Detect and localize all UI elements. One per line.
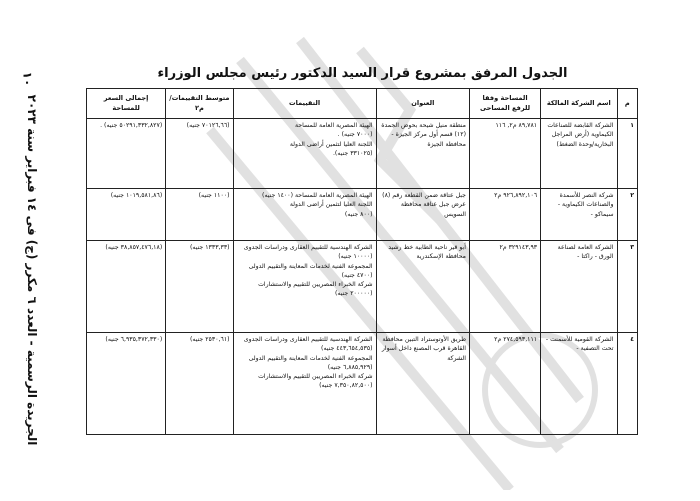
- valuation-line: المجموعة الفنية لخدمات المعاينة والتقييم الدولى (٤٧٠٠ جنيه): [248, 262, 373, 279]
- row-area: ٨٩,٧٨١ م٢, ١١٦: [470, 119, 541, 189]
- row-valuations: [233, 189, 376, 241]
- row-location: منطقة منيل شيحة بحوض الجمدة (١٢) قسم أول مركز الجيزة - محافظة الجيزة: [376, 119, 469, 189]
- row-avg: (٢٥٣٠,٦١ جنيه): [166, 333, 233, 435]
- header-num: م: [617, 89, 637, 119]
- row-area: ٢٧٤,٥٩٣,١١١ م٢: [470, 333, 541, 435]
- row-num: ٤: [617, 333, 637, 435]
- valuation-line: المجموعة الفنية لخدمات المعاينة والتقييم الدولى (٦,٨٨٥,٩٢٩ جنيه): [248, 354, 373, 371]
- valuation-line: اللجنة العليا لتثمين أراضى الدولة: [289, 140, 373, 148]
- row-total: (٣٨,٨٥٧,٤٧٦,١٨ جنيه): [87, 241, 166, 333]
- row-num: ٢: [617, 189, 637, 241]
- valuation-line: (٣٣١٠٢٥ جنيه).: [332, 149, 373, 157]
- valuation-line: شركة الخبراء المصريين للتقييم والاستشارات (٧,٣٥٠,٨٢,٥٠٠ جنيه): [258, 373, 373, 390]
- valuation-line: اللجنة العليا لتثمين أراضى الدولة: [289, 201, 373, 209]
- header-company: اسم الشركة المالكة: [541, 89, 617, 119]
- row-avg: (١١٠٠ جنيه): [166, 189, 233, 241]
- row-num: ٣: [617, 241, 637, 333]
- table-row: [87, 241, 638, 333]
- row-area: ٣٢٩١٤٣,٩٣ م٢: [470, 241, 541, 333]
- running-header-text: الجريدة الرسمية - العدد ٦ مكرر (ج) فى ١٤ فبراير سنة ٢٠٢٣: [25, 94, 39, 446]
- row-num: ١: [617, 119, 637, 189]
- row-company: الشركة القابضة للصناعات الكيماوية (أرض المراجل البخارية/وحدة الضغط): [541, 119, 617, 189]
- header-avg: متوسط التقييمات/م٢: [166, 89, 233, 119]
- header-location: العنوان: [376, 89, 469, 119]
- page-title: الجدول المرفق بمشروع قرار السيد الدكتور رئيس مجلس الوزراء: [157, 66, 568, 81]
- row-valuations: [233, 333, 376, 435]
- row-total: (١٠١٩,٥٨١,٨٦ جنيه): [87, 189, 166, 241]
- table-row: [87, 119, 638, 189]
- row-area: ٩٢٦,٨٩٢,١٠٦ م٢: [470, 189, 541, 241]
- row-company: شركة النصر للأسمدة والصناعات الكيماوية - سيماكو -: [541, 189, 617, 241]
- row-avg: (١٣٣٣,٣٣ جنيه): [166, 241, 233, 333]
- header-valuations: التقييمات: [233, 89, 376, 119]
- valuation-line: شركة الخبراء المصريين للتقييم والاستشارات (٢٠٠٠٠٠ جنيه): [258, 281, 373, 298]
- schedule-table: [86, 88, 638, 435]
- row-location: أبو قير ناحية الطابية خط رشيد محافظة الإسكندرية: [376, 241, 469, 333]
- row-company: الشركة العامة لصناعة الورق - راكتا -: [541, 241, 617, 333]
- valuation-line: الهيئة المصرية العامة للمساحة (١٤٠٠ جنيه): [262, 192, 373, 199]
- valuation-line: (٨٠٠ جنيه): [344, 210, 373, 218]
- row-avg: (٧٠١٢٦,٦٦ جنيه): [166, 119, 233, 189]
- row-valuations: [233, 119, 376, 189]
- row-total: (٦,٩٣٥,٣٧٢,٣٣٠ جنيه): [87, 333, 166, 435]
- valuation-line: الشركة الهندسية للتقييم العقارى ودراسات الجدوى (٤٤٣,٦٥٤,٥٣٥ جنيه): [243, 336, 373, 353]
- row-total: (٥٠٢٩١,٣٣٢,٨٢٧ جنيه) .: [87, 119, 166, 189]
- table-row: [87, 189, 638, 241]
- header-area: المساحة وفقا للرفع المساحى: [470, 89, 541, 119]
- running-header: [22, 70, 42, 470]
- table-row: [87, 333, 638, 435]
- table-header-row: [87, 89, 638, 119]
- valuation-line: الشركة الهندسية للتقييم العقارى ودراسات الجدوى (١٠٠٠٠ جنيه): [243, 244, 373, 261]
- page-number: ١٠: [20, 71, 35, 87]
- row-location: جبل عتاقة ضمن القطعة رقم (٨) عرض جبل عتاقة محافظة السويس: [376, 189, 469, 241]
- valuation-line: (٧٠٠٠ جنيه) .: [337, 131, 373, 139]
- row-valuations: [233, 241, 376, 333]
- header-total: إجمالى السعر للمساحة: [87, 89, 166, 119]
- valuation-line: الهيئة المصرية العامة للمساحة: [295, 122, 373, 129]
- row-company: الشركة القومية للأسمنت - تحت التصفية -: [541, 333, 617, 435]
- row-location: طريق الأوتوستراد التبين محافظة القاهرة قرب المصنع داخل أسوار الشركة: [376, 333, 469, 435]
